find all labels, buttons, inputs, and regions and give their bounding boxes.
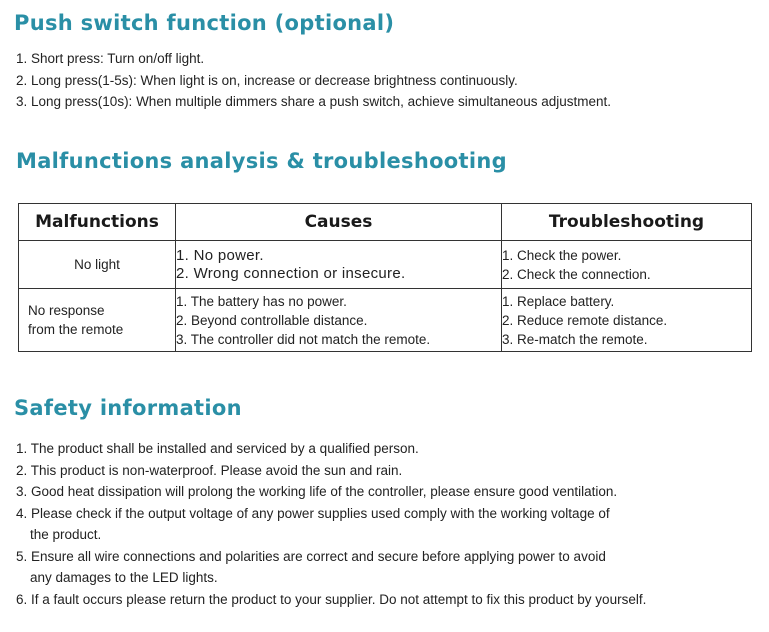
column-header-causes: Causes	[176, 204, 502, 241]
column-header-troubleshooting: Troubleshooting	[502, 204, 752, 241]
list-item: 1. The product shall be installed and serviced by a qualified person.	[16, 441, 419, 456]
safety-heading: Safety information	[14, 396, 242, 420]
push-switch-list	[16, 48, 611, 113]
causes-cell	[176, 289, 502, 352]
fix-line: 1. Check the power.	[502, 247, 622, 263]
malfunction-text: No response	[28, 303, 105, 318]
malfunctions-heading: Malfunctions analysis & troubleshooting	[16, 149, 507, 173]
list-item-continuation: any damages to the LED lights.	[30, 570, 218, 585]
malfunctions-table	[18, 203, 752, 352]
list-item-continuation: the product.	[30, 527, 102, 542]
fix-line: 3. Re-match the remote.	[502, 331, 648, 347]
malfunction-text: No light	[74, 257, 120, 272]
fixes-cell	[502, 289, 752, 352]
list-item: 3. Long press(10s): When multiple dimmers share a push switch, achieve simultaneous adjustment.	[16, 94, 612, 109]
column-header-malfunctions: Malfunctions	[19, 204, 176, 241]
list-item: 6. If a fault occurs please return the product to your supplier. Do not attempt to fix this product by yourself.	[16, 591, 647, 607]
malfunction-text: from the remote	[28, 322, 124, 337]
cause-line: 1. No power.	[176, 246, 264, 264]
list-item: 2. This product is non-waterproof. Please avoid the sun and rain.	[16, 462, 403, 478]
cause-line: 3. The controller did not match the remote.	[176, 331, 431, 347]
safety-list	[16, 438, 646, 610]
malfunction-cell	[19, 241, 176, 289]
list-item: 1. Short press: Turn on/off light.	[16, 51, 205, 66]
fix-line: 1. Replace battery.	[502, 293, 615, 309]
malfunction-cell	[19, 289, 176, 352]
list-item: 4. Please check if the output voltage of any power supplies used comply with the working voltage of	[16, 505, 610, 521]
list-item: 5. Ensure all wire connections and polarities are correct and secure before applying power to avoid	[16, 548, 606, 564]
list-item: 2. Long press(1-5s): When light is on, increase or decrease brightness continuously.	[16, 72, 518, 88]
fix-line: 2. Check the connection.	[502, 266, 651, 282]
cause-line: 2. Wrong connection or insecure.	[176, 264, 406, 282]
causes-cell	[176, 241, 502, 289]
cause-line: 1. The battery has no power.	[176, 293, 347, 309]
table-header-row	[19, 204, 752, 241]
fixes-cell	[502, 241, 752, 289]
cause-line: 2. Beyond controllable distance.	[176, 312, 368, 328]
push-switch-heading: Push switch function (optional)	[14, 11, 395, 35]
table-row	[19, 289, 752, 352]
table-row	[19, 241, 752, 289]
list-item: 3. Good heat dissipation will prolong the working life of the controller, please ensure good ventilation.	[16, 484, 618, 499]
fix-line: 2. Reduce remote distance.	[502, 312, 668, 328]
